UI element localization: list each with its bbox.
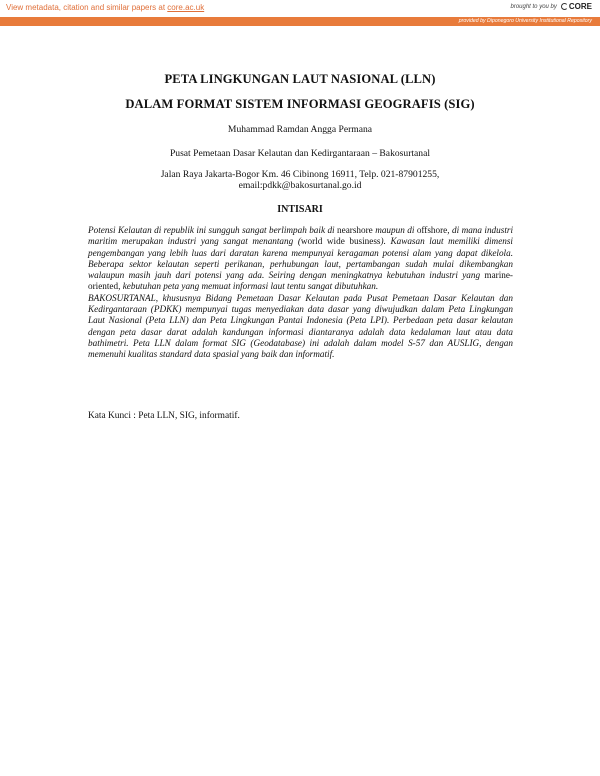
provided-by-text: provided by Diponegoro University Institutional Repository <box>458 18 592 24</box>
address-line: Jalan Raya Jakarta-Bogor Km. 46 Cibinong 16911, Telp. 021-87901255, <box>160 169 440 180</box>
metadata-prefix: View metadata, citation and similar papers at <box>6 3 168 12</box>
term-marine-oriented: marine-oriented <box>88 270 513 292</box>
core-ac-uk-link[interactable]: core.ac.uk <box>167 3 205 12</box>
abstract-paragraph-1 <box>88 225 513 293</box>
provider-bar <box>0 17 600 26</box>
core-logo[interactable] <box>560 2 592 11</box>
core-logo-label: CORE <box>568 2 592 11</box>
core-metadata-link-text <box>6 3 204 12</box>
term-offshore: offshore <box>416 225 448 235</box>
paper-title-line-1: PETA LINGKUNGAN LAUT NASIONAL (LLN) <box>164 72 436 86</box>
author-name: Muhammad Ramdan Angga Permana <box>227 124 373 135</box>
abstract-paragraph-2: BAKOSURTANAL, khususnya Bidang Pemetaan Dasar Kelautan pada Pusat Pemetaan Dasar Kelautan dan Kedirgantaraan (PDKK) mempunyai tugas menyediakan data dasar yang diwujudkan dalam Peta Lingkungan Laut Nasional (Peta LLN) dan Peta Lingkungan Pantai Indonesia (Peta LPI). Perbedaan peta dasar kelautan dengan peta dasar darat adalah kandungan informasi diantaranya adalah data kedalaman laut atau data bathimetri. Peta LLN dalam format SIG (Geodatabase) ini adalah dalam model S-57 dan AUSLIG, dengan memenuhi kualitas standard data spasial yang baik dan informatif. <box>88 292 513 360</box>
brought-to-you-by <box>511 2 593 11</box>
paper-title-line-2: DALAM FORMAT SISTEM INFORMASI GEOGRAFIS (SIG) <box>125 97 475 111</box>
term-world-wide-business: world wide business <box>300 236 381 247</box>
email-line: email:pdkk@bakosurtanal.go.id <box>238 180 362 191</box>
abstract-text: Potensi Kelautan di republik ini sungguh sangat berlimpah baik di <box>88 225 338 235</box>
author-address <box>0 169 600 191</box>
brought-to-you-text: brought to you by <box>510 3 557 10</box>
abstract-heading: INTISARI <box>277 204 323 215</box>
abstract-text: ). Kawasan laut memiliki dimensi pengembangan yang lebih luas dari daratan karena mempunyai keragaman potensi alam yang dapat dikelola. Beberapa sektor kelautan seperti perikanan, perhubungan laut, pertambangan sudah mulai dikembangkan walaupun masih jauh dari potensi yang ada. Seiring dengan meningkatnya kebutuhan industri yang <box>88 236 513 281</box>
abstract-text: , di mana industri maritim merupakan industri yang sangat menantang ( <box>88 225 514 247</box>
term-nearshore: nearshore <box>337 225 373 235</box>
author-affiliation: Pusat Pemetaan Dasar Kelautan dan Kedirgantaraan – Bakosurtanal <box>169 148 431 159</box>
abstract-body <box>88 225 513 361</box>
core-logo-icon <box>560 3 568 11</box>
abstract-text: , kebutuhan peta yang memuat informasi laut tentu sangat dibutuhkan. <box>118 281 379 292</box>
core-banner <box>0 0 600 17</box>
keywords: Kata Kunci : Peta LLN, SIG, informatif. <box>88 411 240 421</box>
abstract-text: maupun di <box>372 225 417 235</box>
